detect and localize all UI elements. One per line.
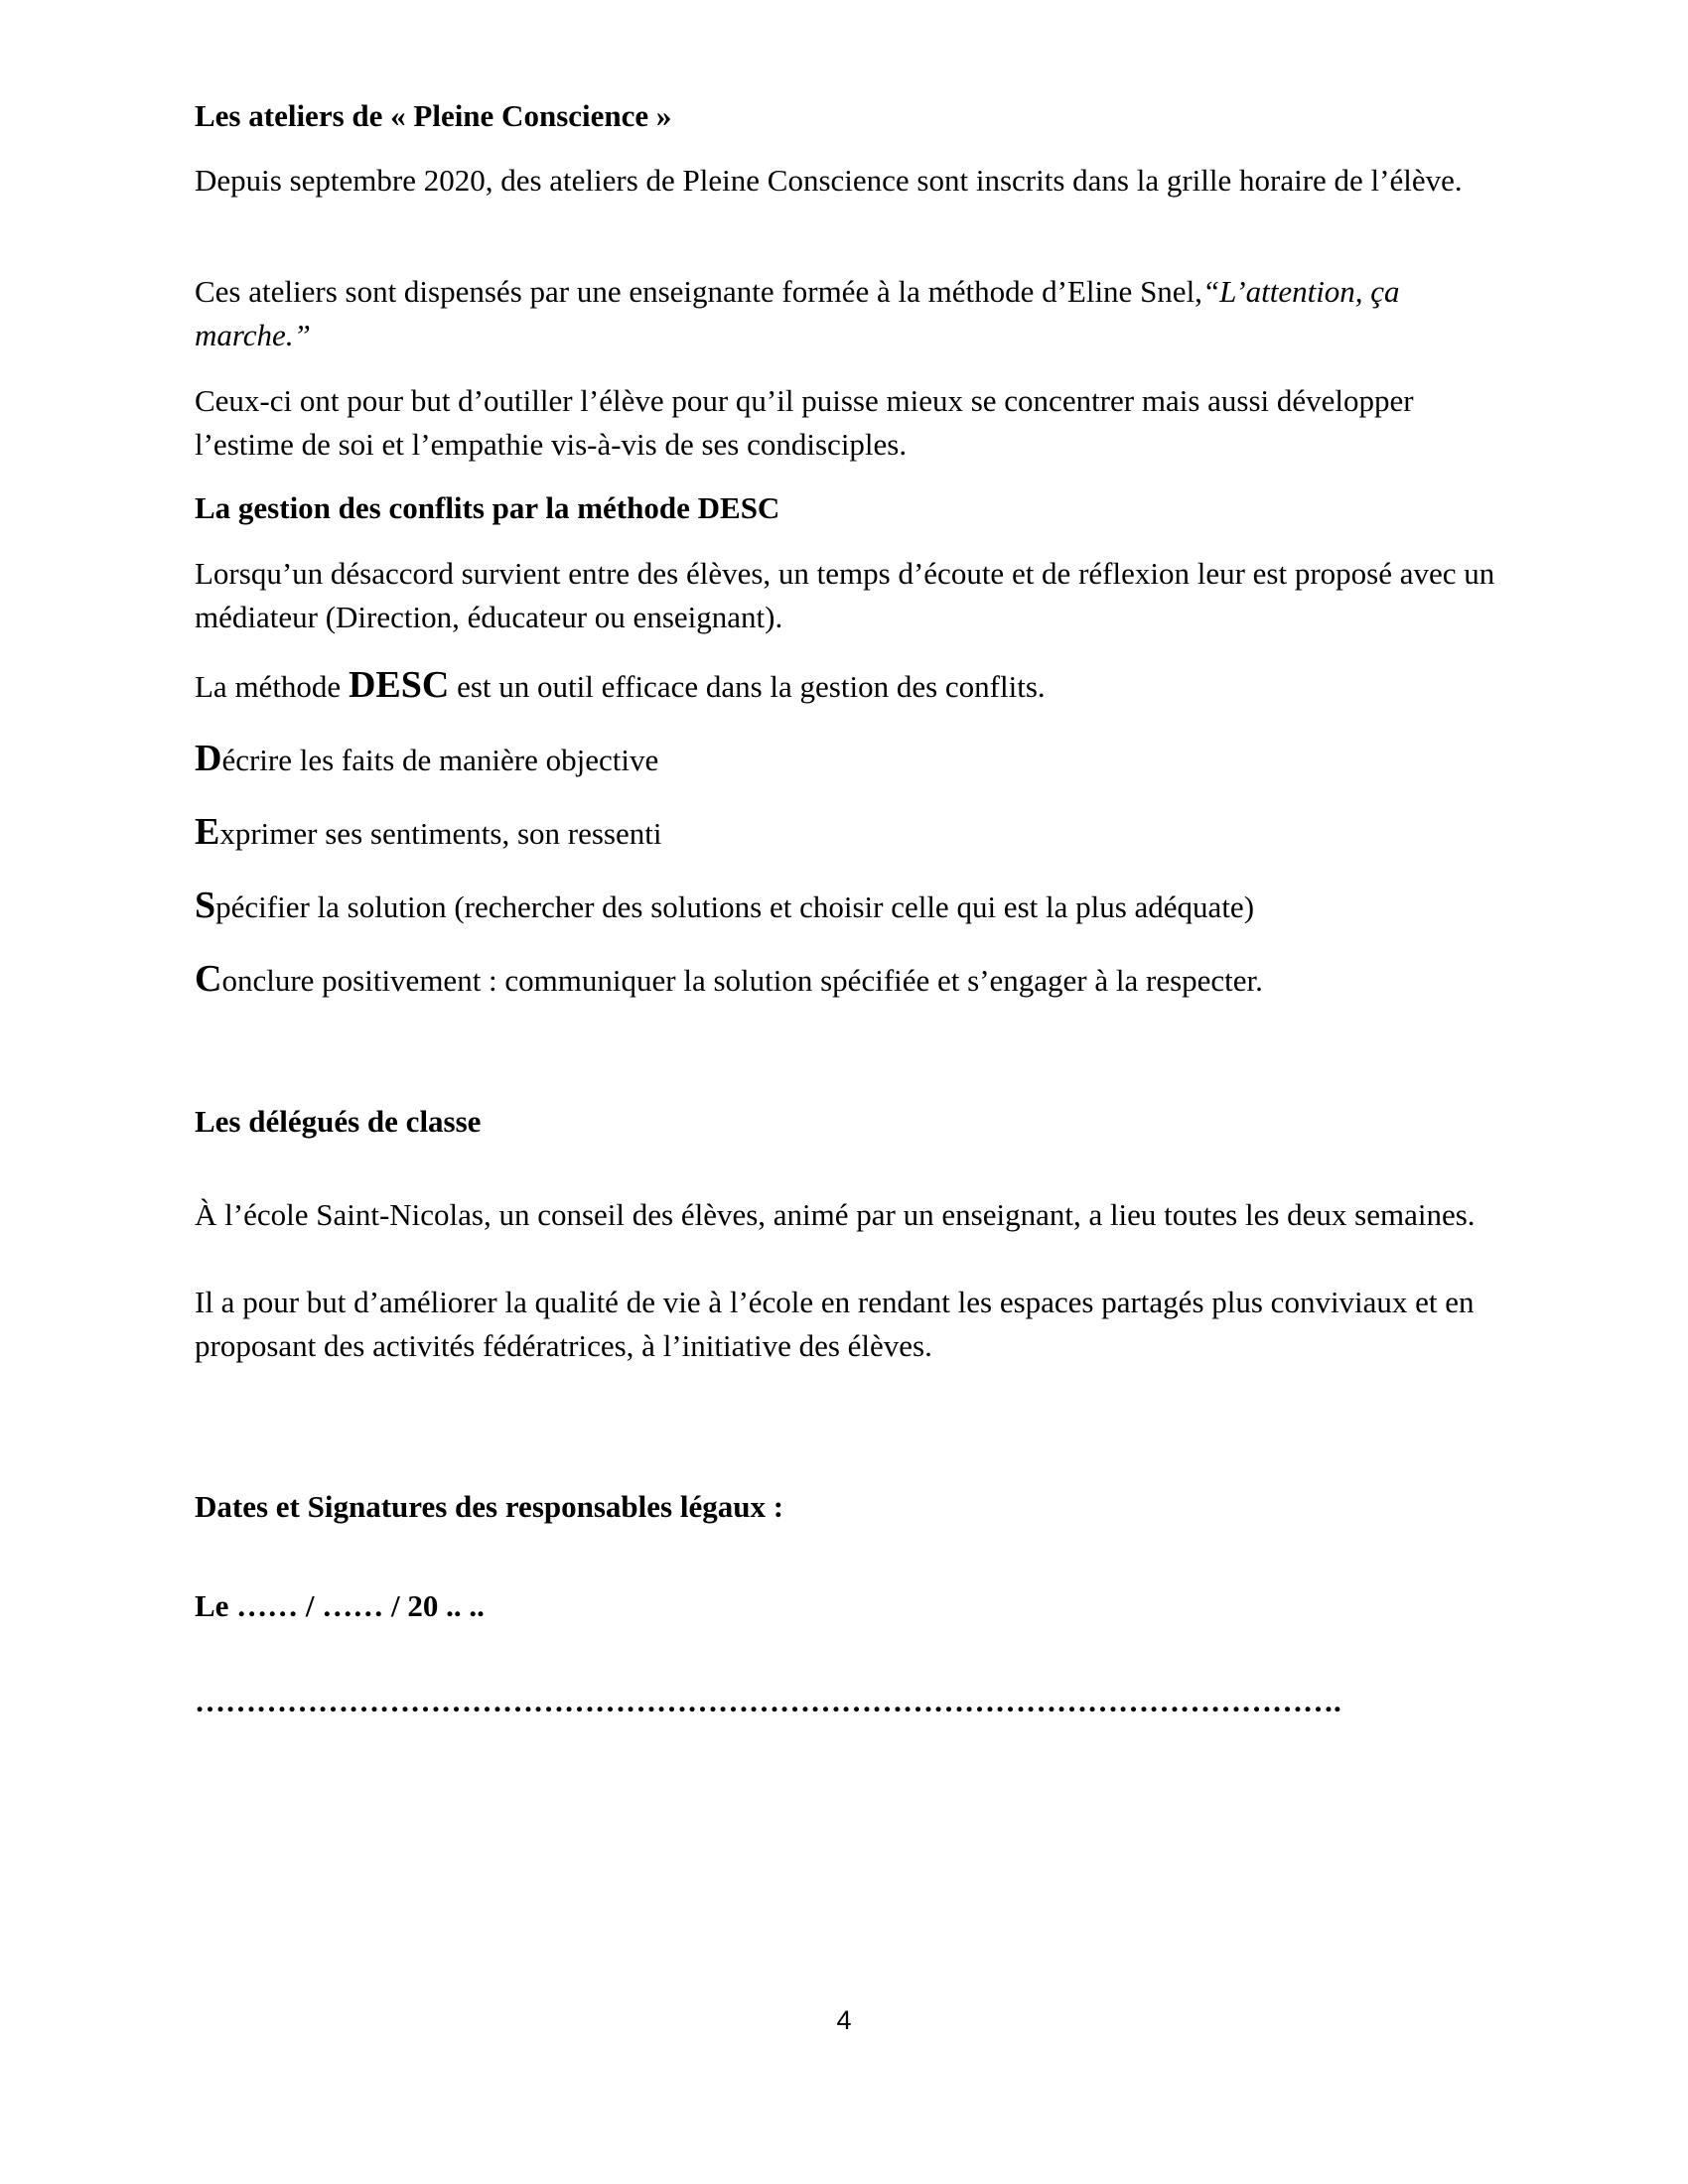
step-text: xprimer ses sentiments, son ressenti xyxy=(219,816,662,851)
desc-step-c xyxy=(195,957,1495,1003)
step-initial: E xyxy=(195,811,220,853)
paragraph-desc-method xyxy=(195,663,1495,709)
paragraph-pleine-conscience-goal: Ceux-ci ont pour but d’outiller l’élève pour qu’il puisse mieux se concentrer mais aussi développer l’estime de soi et l’empathie vis-à-vis de ses condisciples. xyxy=(195,383,1414,462)
step-initial: C xyxy=(195,958,222,1000)
step-text: onclure positivement : communiquer la solution spécifiée et s’engager à la respecter. xyxy=(221,963,1263,998)
section-title-desc: La gestion des conflits par la méthode DESC xyxy=(195,490,780,525)
paragraph-text: Ces ateliers sont dispensés par une enseignante formée à la méthode d’Eline Snel, xyxy=(195,274,1202,309)
paragraph-pleine-conscience-method xyxy=(195,270,1495,357)
step-initial: D xyxy=(195,738,222,779)
step-initial: S xyxy=(195,885,216,926)
paragraph-text: est un outil efficace dans la gestion des conflits. xyxy=(449,669,1046,704)
desc-step-e xyxy=(195,810,1495,856)
section-title-signatures: Dates et Signatures des responsables légaux : xyxy=(195,1489,784,1524)
paragraph-delegues-goal: Il a pour but d’améliorer la qualité de vie à l’école en rendant les espaces partagés plus conviviaux et en proposant des activités fédératrices, à l’initiative des élèves. xyxy=(195,1285,1475,1363)
paragraph-pleine-conscience-intro: Depuis septembre 2020, des ateliers de Pleine Conscience sont inscrits dans la grille horaire de l’élève. xyxy=(195,163,1463,198)
page-number: 4 xyxy=(836,2005,852,2035)
paragraph-delegues-council: À l’école Saint-Nicolas, un conseil des élèves, animé par un enseignant, a lieu toutes les deux semaines. xyxy=(195,1197,1476,1232)
signature-line: …………………………………………………………………………………………………. xyxy=(195,1684,1341,1718)
step-text: écrire les faits de manière objective xyxy=(221,743,659,777)
desc-step-s xyxy=(195,884,1495,929)
paragraph-text: La méthode xyxy=(195,669,349,704)
step-text: pécifier la solution (rechercher des solutions et choisir celle qui est la plus adéquate) xyxy=(215,889,1255,924)
date-line: Le …… / …… / 20 .. .. xyxy=(195,1588,485,1623)
desc-step-d xyxy=(195,737,1495,782)
section-title-delegues: Les délégués de classe xyxy=(195,1104,482,1139)
paragraph-desc-intro: Lorsqu’un désaccord survient entre des élèves, un temps d’écoute et de réflexion leur est proposé avec un médiateur (Direction, éducateur ou enseignant). xyxy=(195,556,1495,634)
desc-acronym: DESC xyxy=(348,664,450,706)
section-title-pleine-conscience: Les ateliers de « Pleine Conscience » xyxy=(195,98,672,133)
book-title: “L’attention, ça marche.” xyxy=(195,274,1400,352)
